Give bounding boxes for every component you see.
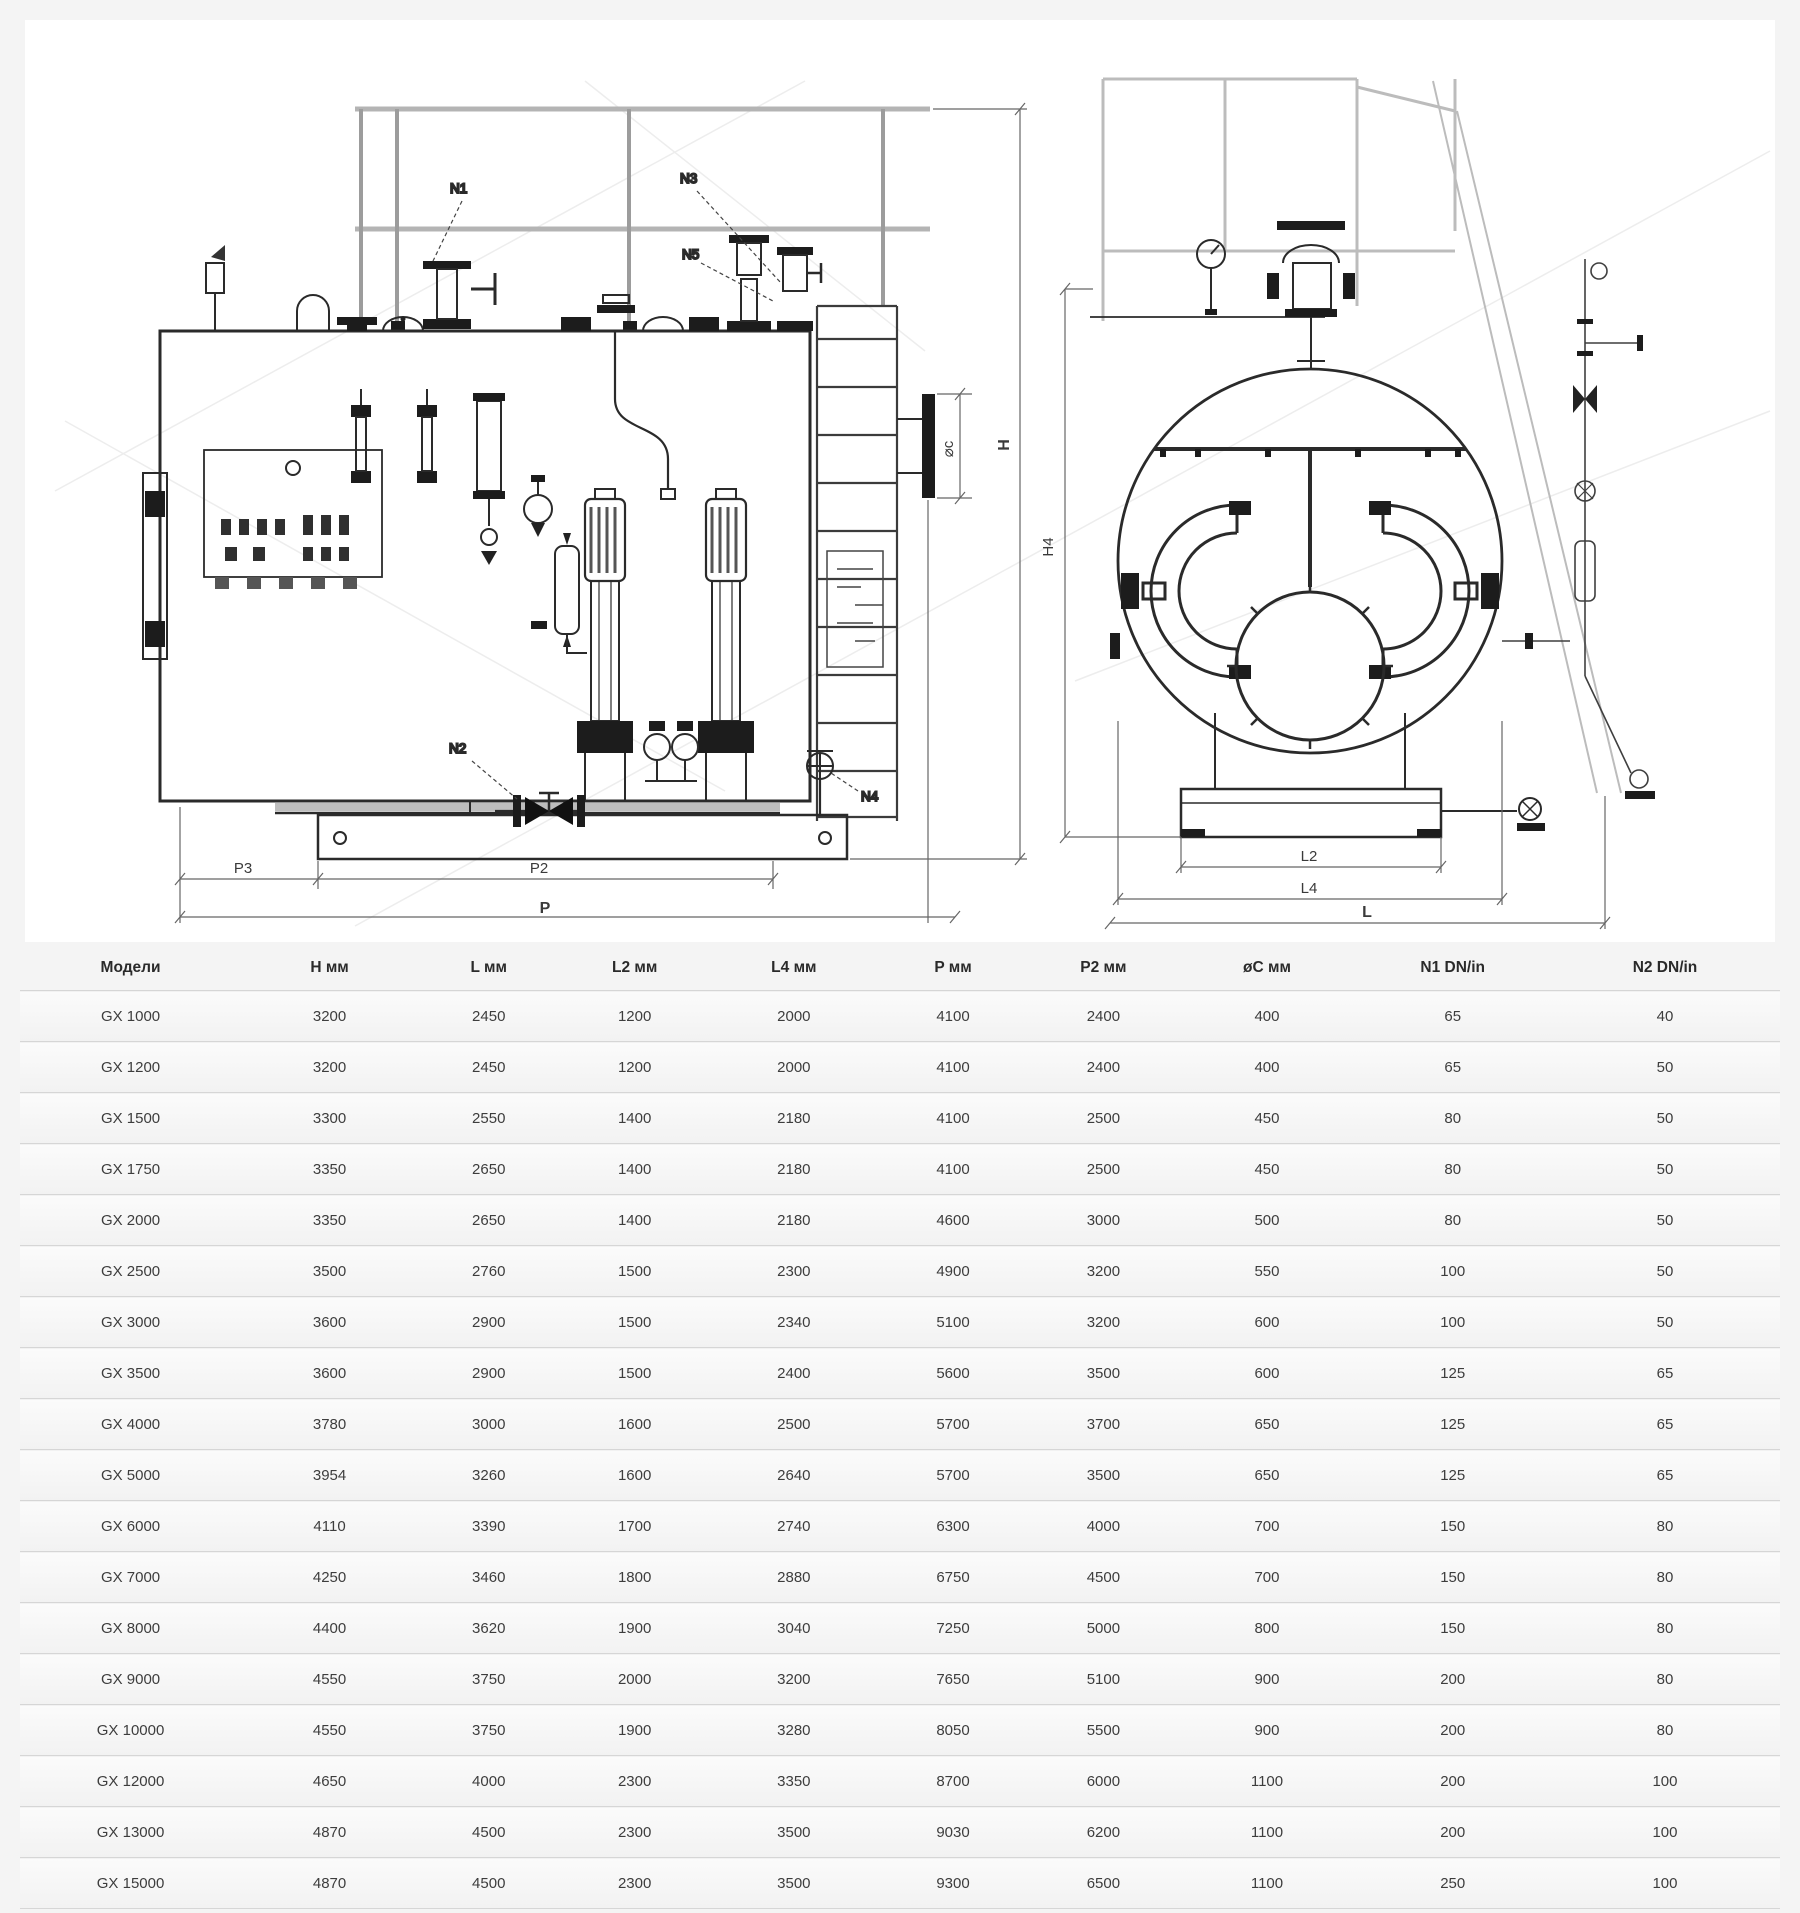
value-cell: 3700 — [1086, 1415, 1121, 1433]
value-cell: 4900 — [936, 1262, 970, 1280]
value-cell: 125 — [1440, 1466, 1466, 1484]
nozzle-labels — [433, 171, 879, 804]
value-cell: 9030 — [936, 1823, 970, 1841]
table-row — [20, 1144, 1780, 1195]
dim-label-l: L — [1362, 904, 1372, 921]
table-row — [20, 1093, 1780, 1144]
dim-label-p2: P2 — [529, 860, 549, 877]
value-cell: 5100 — [1086, 1670, 1121, 1688]
value-cell: 200 — [1440, 1823, 1466, 1841]
value-cell: 80 — [1444, 1211, 1462, 1229]
value-cell: 2500 — [777, 1415, 811, 1433]
value-cell: 6300 — [936, 1517, 970, 1535]
value-cell: 650 — [1254, 1415, 1280, 1433]
value-cell: 2300 — [617, 1772, 652, 1790]
value-cell: 3460 — [472, 1568, 506, 1586]
value-cell: 4100 — [936, 1007, 970, 1025]
value-cell: 3000 — [1086, 1211, 1121, 1229]
value-cell: 2880 — [777, 1568, 811, 1586]
value-cell: 2500 — [1086, 1160, 1121, 1178]
value-cell: 150 — [1440, 1619, 1466, 1637]
value-cell: 3500 — [1086, 1364, 1121, 1382]
construction-lines — [55, 81, 1770, 926]
value-cell: 2400 — [777, 1364, 811, 1382]
value-cell: 2340 — [777, 1313, 811, 1331]
value-cell: 40 — [1656, 1007, 1674, 1025]
value-cell: 2180 — [777, 1211, 811, 1229]
boiler-technical-drawing — [25, 20, 1775, 942]
value-cell: 250 — [1440, 1874, 1466, 1892]
value-cell: 80 — [1656, 1670, 1674, 1688]
value-cell: 4100 — [936, 1058, 970, 1076]
nozzle-label-n4: N4 — [861, 789, 879, 804]
value-cell: 1500 — [617, 1262, 652, 1280]
value-cell: 3750 — [472, 1670, 506, 1688]
value-cell: 550 — [1254, 1262, 1280, 1280]
value-cell: 65 — [1444, 1007, 1462, 1025]
sight-column — [473, 393, 505, 565]
value-cell: 6750 — [936, 1568, 970, 1586]
value-cell: 80 — [1656, 1721, 1674, 1739]
value-cell: 5100 — [936, 1313, 970, 1331]
value-cell: 3260 — [472, 1466, 506, 1484]
model-cell: GX 15000 — [96, 1874, 165, 1892]
value-cell: 900 — [1254, 1670, 1280, 1688]
value-cell: 3300 — [312, 1109, 347, 1127]
value-cell: 150 — [1440, 1568, 1466, 1586]
rear-flange — [922, 394, 935, 498]
value-cell: 5700 — [936, 1466, 970, 1484]
value-cell: 1400 — [617, 1160, 652, 1178]
value-cell: 3500 — [1086, 1466, 1121, 1484]
value-cell: 1900 — [617, 1721, 652, 1739]
table-row — [20, 1042, 1780, 1093]
value-cell: 7250 — [936, 1619, 970, 1637]
value-cell: 1500 — [617, 1313, 652, 1331]
column-header: P2 мм — [1080, 959, 1127, 976]
table-row — [20, 1807, 1780, 1858]
value-cell: 2180 — [777, 1160, 811, 1178]
value-cell: 6000 — [1086, 1772, 1121, 1790]
value-cell: 100 — [1652, 1823, 1678, 1841]
value-cell: 2300 — [777, 1262, 811, 1280]
value-cell: 3350 — [312, 1211, 347, 1229]
value-cell: 80 — [1444, 1160, 1462, 1178]
value-cell: 5000 — [1086, 1619, 1121, 1637]
column-header: Модели — [100, 959, 161, 976]
dim-label-h: H — [996, 439, 1013, 451]
column-header: N1 DN/in — [1420, 959, 1485, 976]
value-cell: 400 — [1254, 1058, 1280, 1076]
value-cell: 4000 — [472, 1772, 506, 1790]
value-cell: 4500 — [472, 1874, 506, 1892]
dim-label-p3: P3 — [233, 860, 253, 877]
column-header: H мм — [310, 959, 349, 976]
value-cell: 4250 — [312, 1568, 347, 1586]
value-cell: 1600 — [617, 1466, 652, 1484]
column-header: P мм — [934, 959, 972, 976]
value-cell: 150 — [1440, 1517, 1466, 1535]
value-cell: 1100 — [1250, 1772, 1284, 1790]
feed-pump-1 — [577, 489, 633, 801]
boiler-side-view — [143, 109, 935, 859]
column-header: L2 мм — [611, 959, 658, 976]
value-cell: 4870 — [312, 1874, 347, 1892]
top-fittings — [206, 235, 821, 499]
value-cell: 3500 — [777, 1823, 811, 1841]
value-cell: 3280 — [777, 1721, 811, 1739]
value-cell: 80 — [1656, 1568, 1674, 1586]
value-cell: 5600 — [936, 1364, 970, 1382]
model-cell: GX 6000 — [100, 1517, 161, 1535]
value-cell: 450 — [1254, 1160, 1280, 1178]
value-cell: 3200 — [777, 1670, 811, 1688]
dim-label-l2: L2 — [1300, 848, 1318, 865]
value-cell: 3780 — [312, 1415, 347, 1433]
blowdown-valve — [495, 793, 585, 827]
nozzle-label-n5: N5 — [682, 247, 700, 262]
value-cell: 80 — [1656, 1517, 1674, 1535]
value-cell: 4110 — [313, 1517, 346, 1535]
model-cell: GX 2000 — [100, 1211, 161, 1229]
value-cell: 500 — [1254, 1211, 1280, 1229]
value-cell: 1700 — [617, 1517, 652, 1535]
value-cell: 3390 — [472, 1517, 506, 1535]
spec-table-header — [20, 946, 1780, 991]
value-cell: 80 — [1444, 1109, 1462, 1127]
model-cell: GX 9000 — [100, 1670, 161, 1688]
value-cell: 200 — [1440, 1670, 1466, 1688]
value-cell: 1600 — [617, 1415, 652, 1433]
model-cell: GX 1500 — [100, 1109, 161, 1127]
value-cell: 4500 — [472, 1823, 506, 1841]
value-cell: 1200 — [617, 1058, 652, 1076]
table-row — [20, 1246, 1780, 1297]
value-cell: 2640 — [777, 1466, 811, 1484]
value-cell: 125 — [1440, 1415, 1466, 1433]
value-cell: 100 — [1652, 1874, 1678, 1892]
table-row — [20, 1348, 1780, 1399]
value-cell: 2450 — [472, 1058, 506, 1076]
value-cell: 7650 — [936, 1670, 970, 1688]
model-cell: GX 1200 — [100, 1058, 161, 1076]
tank-internals — [143, 389, 754, 801]
value-cell: 2300 — [617, 1823, 652, 1841]
spec-table-section — [20, 946, 1780, 1909]
value-cell: 8700 — [936, 1772, 970, 1790]
value-cell: 2000 — [777, 1058, 811, 1076]
model-cell: GX 1000 — [100, 1007, 161, 1025]
value-cell: 100 — [1440, 1262, 1466, 1280]
model-cell: GX 13000 — [96, 1823, 165, 1841]
spec-table — [20, 946, 1780, 1909]
value-cell: 2760 — [472, 1262, 506, 1280]
value-cell: 2900 — [472, 1364, 506, 1382]
value-cell: 3200 — [312, 1058, 347, 1076]
value-cell: 2000 — [777, 1007, 811, 1025]
value-cell: 2740 — [777, 1517, 811, 1535]
model-cell: GX 1750 — [100, 1160, 161, 1178]
value-cell: 4100 — [936, 1160, 970, 1178]
table-row — [20, 1399, 1780, 1450]
value-cell: 65 — [1656, 1466, 1674, 1484]
furnace-opening — [1227, 583, 1393, 749]
value-cell: 50 — [1656, 1313, 1674, 1331]
value-cell: 4000 — [1086, 1517, 1121, 1535]
value-cell: 2400 — [1086, 1058, 1121, 1076]
column-header: N2 DN/in — [1632, 959, 1698, 976]
table-row — [20, 1297, 1780, 1348]
dim-label-h4: H4 — [1040, 537, 1057, 557]
value-cell: 4500 — [1086, 1568, 1121, 1586]
value-cell: 400 — [1254, 1007, 1280, 1025]
ladder — [817, 306, 897, 821]
value-cell: 3000 — [472, 1415, 506, 1433]
column-header: L4 мм — [771, 959, 817, 976]
boiler-front-view — [1090, 79, 1655, 837]
value-cell: 4550 — [312, 1721, 347, 1739]
value-cell: 3750 — [472, 1721, 506, 1739]
table-row — [20, 1705, 1780, 1756]
dim-label-l4: L4 — [1300, 880, 1318, 897]
value-cell: 1900 — [617, 1619, 652, 1637]
feed-pump-2 — [698, 489, 754, 801]
value-cell: 50 — [1656, 1262, 1674, 1280]
value-cell: 8050 — [936, 1721, 970, 1739]
side-pump — [1441, 798, 1545, 831]
value-cell: 800 — [1254, 1619, 1280, 1637]
model-cell: GX 5000 — [100, 1466, 161, 1484]
value-cell: 600 — [1254, 1313, 1280, 1331]
value-cell: 65 — [1656, 1415, 1674, 1433]
value-cell: 5700 — [936, 1415, 970, 1433]
value-cell: 2400 — [1086, 1007, 1121, 1025]
value-cell: 100 — [1652, 1772, 1678, 1790]
value-cell: 3350 — [312, 1160, 347, 1178]
value-cell: 3500 — [777, 1874, 811, 1892]
value-cell: 1800 — [617, 1568, 652, 1586]
value-cell: 900 — [1254, 1721, 1280, 1739]
value-cell: 2000 — [617, 1670, 652, 1688]
value-cell: 65 — [1444, 1058, 1462, 1076]
value-cell: 2180 — [777, 1109, 811, 1127]
value-cell: 6500 — [1086, 1874, 1121, 1892]
value-cell: 2300 — [617, 1874, 652, 1892]
table-row — [20, 1654, 1780, 1705]
nozzle-label-n1: N1 — [450, 181, 468, 196]
value-cell: 9300 — [936, 1874, 970, 1892]
table-row — [20, 1450, 1780, 1501]
value-cell: 4650 — [312, 1772, 347, 1790]
model-cell: GX 3500 — [100, 1364, 161, 1382]
value-cell: 50 — [1656, 1160, 1674, 1178]
table-row — [20, 1756, 1780, 1807]
steam-valve-group — [1267, 221, 1355, 369]
model-cell: GX 4000 — [100, 1415, 161, 1433]
column-header: øC мм — [1243, 959, 1291, 976]
value-cell: 4550 — [312, 1670, 347, 1688]
hatch-detail — [827, 551, 883, 667]
table-row — [20, 1603, 1780, 1654]
value-cell: 50 — [1656, 1058, 1674, 1076]
value-cell: 80 — [1656, 1619, 1674, 1637]
value-cell: 2900 — [472, 1313, 506, 1331]
value-cell: 600 — [1254, 1364, 1280, 1382]
value-cell: 450 — [1254, 1109, 1280, 1127]
value-cell: 700 — [1254, 1517, 1280, 1535]
value-cell: 3200 — [1086, 1262, 1121, 1280]
value-cell: 50 — [1656, 1211, 1674, 1229]
value-cell: 200 — [1440, 1721, 1466, 1739]
model-cell: GX 7000 — [100, 1568, 161, 1586]
value-cell: 100 — [1440, 1313, 1466, 1331]
value-cell: 2550 — [472, 1109, 506, 1127]
value-cell: 2450 — [472, 1007, 506, 1025]
value-cell: 3350 — [777, 1772, 811, 1790]
table-row — [20, 1195, 1780, 1246]
model-cell: GX 2500 — [100, 1262, 161, 1280]
table-row — [20, 1501, 1780, 1552]
value-cell: 700 — [1254, 1568, 1280, 1586]
nozzle-label-n2: N2 — [449, 741, 467, 756]
value-cell: 3954 — [312, 1466, 347, 1484]
value-cell: 3040 — [777, 1619, 811, 1637]
value-cell: 3200 — [1086, 1313, 1121, 1331]
value-cell: 3600 — [312, 1364, 347, 1382]
value-cell: 2650 — [472, 1160, 506, 1178]
value-cell: 2500 — [1086, 1109, 1121, 1127]
value-cell: 5500 — [1086, 1721, 1121, 1739]
value-cell: 3620 — [472, 1619, 506, 1637]
table-row — [20, 1858, 1780, 1909]
value-cell: 1400 — [617, 1109, 652, 1127]
value-cell: 1500 — [617, 1364, 652, 1382]
value-cell: 1100 — [1250, 1823, 1284, 1841]
value-cell: 650 — [1254, 1466, 1280, 1484]
level-gauges — [351, 389, 437, 483]
value-cell: 50 — [1656, 1109, 1674, 1127]
value-cell: 65 — [1656, 1364, 1674, 1382]
model-cell: GX 3000 — [100, 1313, 161, 1331]
value-cell: 1400 — [617, 1211, 652, 1229]
dim-label-c: ⌀c — [940, 440, 957, 458]
value-cell: 4400 — [312, 1619, 347, 1637]
value-cell: 4870 — [312, 1823, 347, 1841]
table-row — [20, 1552, 1780, 1603]
model-cell: GX 8000 — [100, 1619, 161, 1637]
drawing-card — [25, 20, 1775, 942]
value-cell: 4100 — [936, 1109, 970, 1127]
value-cell: 2650 — [472, 1211, 506, 1229]
value-cell: 4600 — [936, 1211, 970, 1229]
column-header: L мм — [470, 959, 507, 976]
model-cell: GX 12000 — [96, 1772, 165, 1790]
value-cell: 1200 — [617, 1007, 652, 1025]
value-cell: 3600 — [312, 1313, 347, 1331]
table-row — [20, 991, 1780, 1042]
value-cell: 125 — [1440, 1364, 1466, 1382]
nozzle-label-n3: N3 — [680, 171, 698, 186]
model-cell: GX 10000 — [96, 1721, 165, 1739]
value-cell: 3200 — [312, 1007, 347, 1025]
value-cell: 3500 — [312, 1262, 347, 1280]
front-structure — [1103, 79, 1621, 793]
dim-label-p: P — [539, 900, 551, 917]
value-cell: 6200 — [1086, 1823, 1121, 1841]
value-cell: 1100 — [1250, 1874, 1284, 1892]
value-cell: 200 — [1440, 1772, 1466, 1790]
